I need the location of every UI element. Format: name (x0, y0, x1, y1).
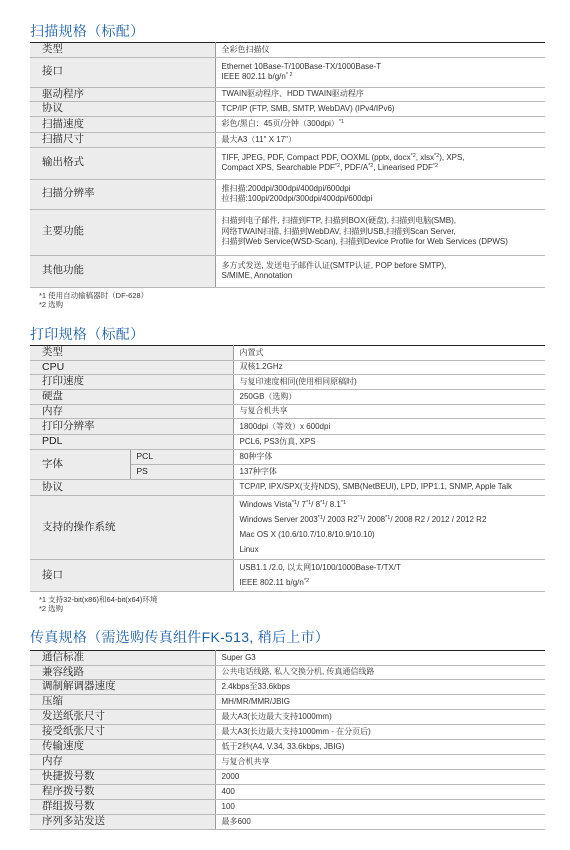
row-value (215, 87, 545, 102)
row-value (215, 147, 545, 179)
value-line: 拉扫描:100pi/200dpi/300dpi/400dpi/600dpi (221, 194, 373, 204)
row-label: 发送纸张尺寸 (30, 710, 215, 725)
row-value (233, 375, 545, 390)
value-line: TCP/IP, IPX/SPX(支持NDS), SMB(NetBEUI), LPD, IPP1.1, SNMP, Apple Talk (239, 482, 513, 492)
footnote: *1 使用自动输稿器时（DF-628） (39, 290, 149, 300)
value-line: S/MIME, Annotation (221, 271, 293, 281)
print-section-title: 打印规格（标配） (30, 326, 145, 342)
table-row (30, 147, 545, 179)
value-line: Linux (239, 545, 259, 555)
row-value (233, 419, 545, 435)
table-row (30, 346, 545, 361)
value-line: Windows Server 2003$^{*1}$/ 2003 R2$^{*1}$/ 2008$^{*1}$/ 2008 R2 / 2012 / 2012 R2 (239, 515, 487, 525)
row-label: 打印分辨率 (30, 419, 233, 435)
value-line: Windows Vista$^{*1}$/ 7$^{*1}$/ 8$^{*1}$/ 8.1$^{*1}$ (239, 500, 347, 510)
row-value (215, 680, 545, 695)
row-value (215, 725, 545, 740)
table-row (30, 360, 545, 375)
fax-spec-table (30, 650, 545, 830)
row-label: 内存 (30, 755, 215, 770)
row-value (215, 179, 545, 209)
row-label: 输出格式 (30, 147, 215, 179)
row-label: 类型 (30, 43, 215, 58)
value-line: 250GB（选购） (239, 391, 297, 401)
row-value (215, 209, 545, 255)
row-value (215, 57, 545, 87)
row-value (215, 770, 545, 785)
row-label: 序列多站发送 (30, 815, 215, 830)
footnote: *1 支持32-bit(x86)和64-bit(x64)环境 (39, 594, 158, 604)
row-label: 通信标准 (30, 651, 215, 666)
table-row (30, 43, 545, 58)
value-line: 全彩色扫描仪 (221, 44, 270, 54)
value-line: 与复合机共享 (221, 757, 270, 767)
footnote: *2 选购 (39, 604, 64, 614)
table-row (30, 680, 545, 695)
row-value (215, 800, 545, 815)
row-value (215, 695, 545, 710)
row-value (233, 495, 545, 559)
table-row (30, 665, 545, 680)
row-value (215, 132, 545, 147)
row-value (215, 651, 545, 666)
value-line: 公共电话线路, 私人交换分机, 传真通信线路 (221, 667, 375, 677)
table-row (30, 725, 545, 740)
fax-section (30, 628, 545, 830)
table-row (30, 419, 545, 435)
print-spec-table (30, 345, 545, 592)
table-row (30, 815, 545, 830)
value-line: 80种字体 (239, 451, 273, 461)
value-line: 2000 (221, 772, 240, 782)
value-line: Mac OS X (10.6/10.7/10.8/10.9/10.10) (239, 530, 375, 540)
scan-footnotes (30, 291, 545, 310)
scan-section-title: 扫描规格（标配） (30, 23, 145, 39)
value-line: TIFF, JPEG, PDF, Compact PDF, OOXML (pptx, docx$^{*2}$, xlsx$^{*2}$), XPS, (221, 152, 465, 162)
table-row (30, 179, 545, 209)
value-line: 400 (221, 787, 235, 797)
row-label: 接受纸张尺寸 (30, 725, 215, 740)
value-line: 彩色/黑白：45页/分钟$(300dpi)^{*1}$ (221, 119, 345, 129)
row-value (215, 116, 545, 132)
value-line: 扫描到电子邮件, 扫描到FTP, 扫描到BOX(硬盘), 扫描到电脑(SMB), (221, 216, 457, 226)
row-label: 打印速度 (30, 375, 233, 390)
print-footnotes (30, 595, 545, 614)
table-row (30, 209, 545, 255)
row-value (215, 815, 545, 830)
row-value (215, 785, 545, 800)
row-label: 类型 (30, 346, 233, 361)
row-value (233, 464, 545, 479)
row-value (233, 404, 545, 419)
table-row (30, 375, 545, 390)
row-label: 内存 (30, 404, 233, 419)
row-label: CPU (30, 360, 233, 375)
row-label: 主要功能 (30, 209, 215, 255)
value-line: 1800dpi（等效）x 600dpi (239, 421, 331, 431)
row-label: 快捷拨号数 (30, 770, 215, 785)
value-line: IEEE 802.11 $b/g/n^{* 2}$ (221, 72, 293, 82)
row-value (233, 360, 545, 375)
table-row (30, 132, 545, 147)
row-label: 群组拨号数 (30, 800, 215, 815)
row-label: 传输速度 (30, 740, 215, 755)
table-row (30, 57, 545, 87)
value-line: TCP/IP (FTP, SMB, SMTP, WebDAV) (IPv4/IPv6) (221, 103, 395, 113)
sub-label: PCL (130, 449, 233, 464)
value-line: Super G3 (221, 652, 256, 662)
value-line: 2.4kbps至33.6kbps (221, 682, 290, 692)
row-label: 扫描尺寸 (30, 132, 215, 147)
value-line: MH/MR/MMR/JBIG (221, 697, 290, 707)
value-line: TWAIN驱动程序、HDD TWAIN驱动程序 (221, 89, 364, 99)
table-row (30, 116, 545, 132)
row-label: 其他功能 (30, 255, 215, 287)
row-label: 硬盘 (30, 389, 233, 404)
value-line: 最大A3(长边最大支持1000mm) (221, 712, 332, 722)
row-value (233, 346, 545, 361)
value-line: 内置式 (239, 347, 264, 357)
row-value (233, 435, 545, 450)
table-row (30, 479, 545, 495)
table-row (30, 785, 545, 800)
row-value (233, 559, 545, 591)
value-line: 推扫描:200dpi/300dpi/400dpi/600dpi (221, 183, 351, 193)
row-label: 压缩 (30, 695, 215, 710)
table-row (30, 389, 545, 404)
value-line: 与复印速度相同(使用相同原稿时) (239, 376, 357, 386)
row-label: 支持的操作系统 (30, 495, 233, 559)
row-label: 程序拨号数 (30, 785, 215, 800)
table-row (30, 495, 545, 559)
row-label: PDL (30, 435, 233, 450)
value-line: 137种字体 (239, 466, 277, 476)
row-value (215, 255, 545, 287)
row-value (215, 740, 545, 755)
sub-label: PS (130, 464, 233, 479)
value-line: 低于2秒(A4, V.34, 33.6kbps, JBIG) (221, 742, 345, 752)
row-value (233, 389, 545, 404)
table-row (30, 710, 545, 725)
row-label: 扫描速度 (30, 116, 215, 132)
row-label: 调制解调器速度 (30, 680, 215, 695)
row-label: 接口 (30, 559, 233, 591)
table-row (30, 404, 545, 419)
value-line: Ethernet 10Base-T/100Base-TX/1000Base-T (221, 61, 382, 71)
table-row (30, 87, 545, 102)
value-line: 多方式发送, 发送电子邮件认证(SMTP认证, POP before SMTP), (221, 260, 447, 270)
row-value (233, 449, 545, 464)
row-value (215, 43, 545, 58)
row-label: 字体 (30, 449, 130, 479)
row-label: 协议 (30, 479, 233, 495)
value-line: 扫描到Web Service(WSD-Scan), 扫描到Device Profile for Web Services (DPWS) (221, 237, 508, 247)
value-line: IEEE 802.11 $b/g/n^{*2}$ (239, 578, 310, 588)
value-line: 网络TWAIN扫描, 扫描到WebDAV, 扫描到USB,扫描到Scan Server, (221, 226, 456, 236)
row-value (215, 102, 545, 117)
table-row (30, 695, 545, 710)
footnote: *2 选购 (39, 300, 64, 310)
row-label: 接口 (30, 57, 215, 87)
value-line: USB1.1 /2.0, 以太网10/100/1000Base-T/TX/T (239, 563, 401, 573)
table-row (30, 449, 545, 464)
row-label: 协议 (30, 102, 215, 117)
scan-section (30, 22, 545, 310)
row-value (215, 710, 545, 725)
scan-spec-table (30, 42, 545, 288)
row-value (215, 755, 545, 770)
row-label: 扫描分辨率 (30, 179, 215, 209)
value-line: Compact XPS, Searchable PDF$^{*2}$, PDF/$A^{*2}$, Linearised PDF$^{*2}$ (221, 163, 439, 173)
table-row (30, 800, 545, 815)
value-line: 双核1.2GHz (239, 362, 283, 372)
table-row (30, 102, 545, 117)
row-label: 兼容线路 (30, 665, 215, 680)
table-row (30, 255, 545, 287)
row-value (233, 479, 545, 495)
row-label: 驱动程序 (30, 87, 215, 102)
value-line: 与复合机共享 (239, 406, 288, 416)
table-row (30, 435, 545, 450)
row-value (215, 665, 545, 680)
table-row (30, 740, 545, 755)
value-line: 最大A3(长边最大支持1000mm - 在分页后) (221, 727, 371, 737)
value-line: PCL6, PS3仿真, XPS (239, 436, 316, 446)
table-row (30, 559, 545, 591)
table-row (30, 651, 545, 666)
fax-section-title: 传真规格（需选购传真组件FK-513, 稍后上市） (30, 629, 330, 645)
print-section (30, 325, 545, 614)
value-line: 100 (221, 802, 235, 812)
table-row (30, 770, 545, 785)
table-row (30, 755, 545, 770)
value-line: 最多600 (221, 817, 251, 827)
value-line: 最大A3（11" X 17"） (221, 134, 296, 144)
